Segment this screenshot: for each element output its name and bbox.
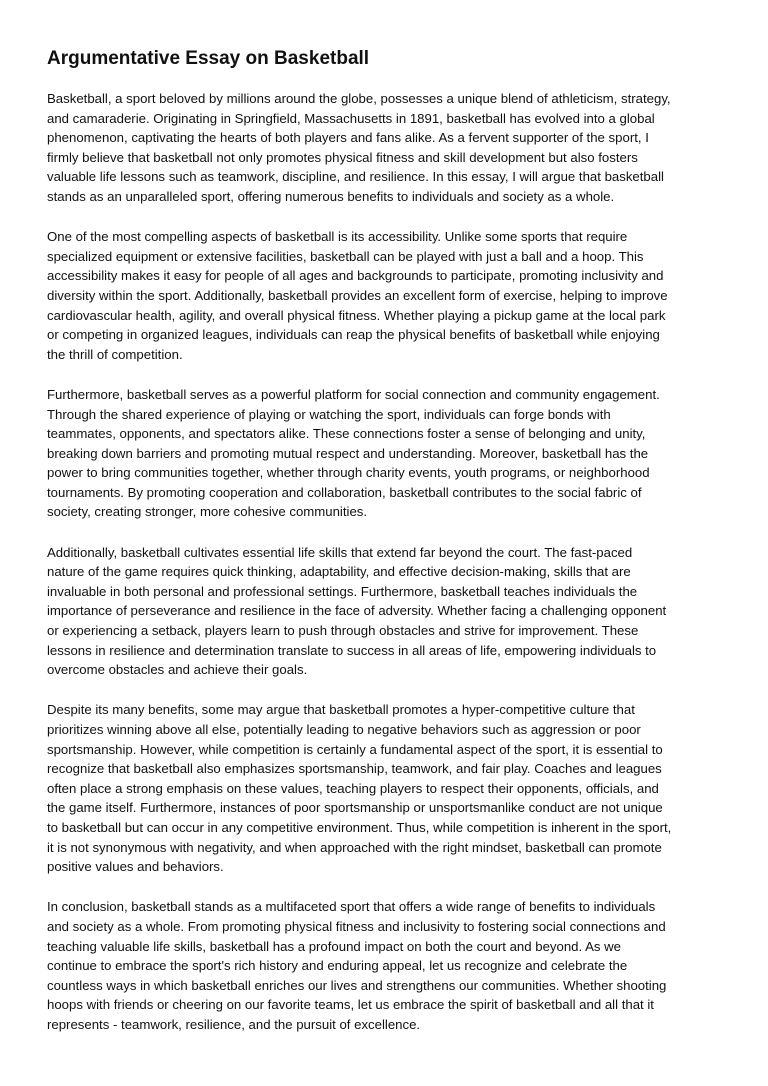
essay-paragraph (47, 385, 727, 522)
text-line: teaching valuable life skills, basketball has a profound impact on both the court and beyond. As we (47, 938, 622, 954)
text-line: represents - teamwork, resilience, and the pursuit of excellence. (47, 1016, 421, 1032)
text-line: accessibility makes it easy for people of all ages and backgrounds to participate, promoting inclusivity and (47, 268, 664, 284)
text-line: and society as a whole. From promoting physical fitness and inclusivity to fostering social connections and (47, 918, 666, 934)
text-line: continue to embrace the sport's rich history and enduring appeal, let us recognize and celebrate the (47, 958, 628, 974)
text-line: often place a strong emphasis on these values, teaching players to respect their opponents, officials, and (47, 780, 659, 796)
essay-paragraph (47, 89, 727, 207)
text-line: to basketball but can occur in any competitive environment. Thus, while competition is inherent in the sport, (47, 819, 672, 835)
text-line: specialized equipment or extensive facilities, basketball can be played with just a ball and a hoop. This (47, 248, 644, 264)
text-line: or competing in organized leagues, individuals can reap the physical benefits of basketball while enjoying (47, 327, 660, 343)
text-line: In conclusion, basketball stands as a multifaceted sport that offers a wide range of benefits to individuals (47, 899, 656, 915)
text-line: Furthermore, basketball serves as a powerful platform for social connection and community engagement. (47, 386, 660, 402)
text-line: positive values and behaviors. (47, 859, 224, 875)
text-line: power to bring communities together, whether through charity events, youth programs, or neighborhood (47, 465, 650, 481)
text-line: stands as an unparalleled sport, offering numerous benefits to individuals and society as a whole. (47, 188, 615, 204)
text-line: countless ways in which basketball enriches our lives and strengthens our communities. Whether shooting (47, 977, 667, 993)
text-line: prioritizes winning above all else, potentially leading to negative behaviors such as aggression or poor (47, 722, 641, 737)
text-line: hoops with friends or cheering on our favorite teams, let us embrace the spirit of basketball and all that it (47, 997, 654, 1013)
essay-paragraph (47, 227, 727, 364)
text-line: the game itself. Furthermore, instances of poor sportsmanship or unsportsmanlike conduct are not unique (47, 800, 663, 816)
text-line: Basketball, a sport beloved by millions around the globe, possesses a unique blend of athleticism, strategy, (47, 91, 671, 106)
text-line: and camaraderie. Originating in Springfield, Massachusetts in 1891, basketball has evolved into a global (47, 110, 655, 126)
text-line: it is not synonymous with negativity, and when approached with the right mindset, basketball can promote (47, 839, 662, 855)
text-line: sportsmanship. However, while competition is certainly a fundamental aspect of the sport, it is essential to (47, 741, 663, 757)
text-line: firmly believe that basketball not only promotes physical fitness and skill development but also fosters (47, 149, 638, 165)
text-line: phenomenon, captivating the hearts of both players and fans alike. As a fervent supporter of the sport, I (47, 130, 649, 146)
text-line: lessons in resilience and determination translate to success in all areas of life, empowering individuals to (47, 642, 657, 658)
text-line: or experiencing a setback, players learn to push through obstacles and strive for improvement. These (47, 623, 639, 639)
text-line: breaking down barriers and promoting mutual respect and understanding. Moreover, basketball has the (47, 445, 649, 461)
text-line: Through the shared experience of playing or watching the sport, individuals can forge bonds with (47, 406, 611, 422)
text-line: Additionally, basketball cultivates essential life skills that extend far beyond the court. The fast-paced (47, 544, 633, 560)
text-line: recognize that basketball also emphasizes sportsmanship, teamwork, and fair play. Coaches and leagues (47, 761, 662, 777)
text-line: One of the most compelling aspects of basketball is its accessibility. Unlike some sports that require (47, 229, 628, 245)
essay-title: Argumentative Essay on Basketball (47, 48, 370, 69)
essay-paragraph (47, 543, 727, 680)
text-line: society, creating stronger, more cohesive communities. (47, 504, 368, 520)
text-line: valuable life lessons such as teamwork, discipline, and resilience. In this essay, I will argue that basketball (47, 169, 664, 185)
text-line: the thrill of competition. (47, 346, 183, 362)
essay-body (47, 89, 727, 1055)
text-line: Despite its many benefits, some may argue that basketball promotes a hyper-competitive culture that (47, 702, 635, 718)
text-line: overcome obstacles and achieve their goals. (47, 662, 308, 678)
text-line: importance of perseverance and resilience in the face of adversity. Whether facing a challenging opponent (47, 603, 667, 619)
text-line: tournaments. By promoting cooperation and collaboration, basketball contributes to the social fabric of (47, 484, 642, 500)
essay-paragraph (47, 897, 727, 1034)
text-line: nature of the game requires quick thinking, adaptability, and effective decision-making, skills that are (47, 564, 631, 580)
text-line: diversity within the sport. Additionally, basketball provides an excellent form of exercise, helping to improve (47, 287, 668, 303)
essay-paragraph (47, 700, 727, 876)
text-line: cardiovascular health, agility, and overall physical fitness. Whether playing a pickup game at the local park (47, 307, 666, 323)
text-line: teammates, opponents, and spectators alike. These connections foster a sense of belonging and unity, (47, 426, 646, 442)
text-line: invaluable in both personal and professional settings. Furthermore, basketball teaches individuals the (47, 583, 638, 599)
